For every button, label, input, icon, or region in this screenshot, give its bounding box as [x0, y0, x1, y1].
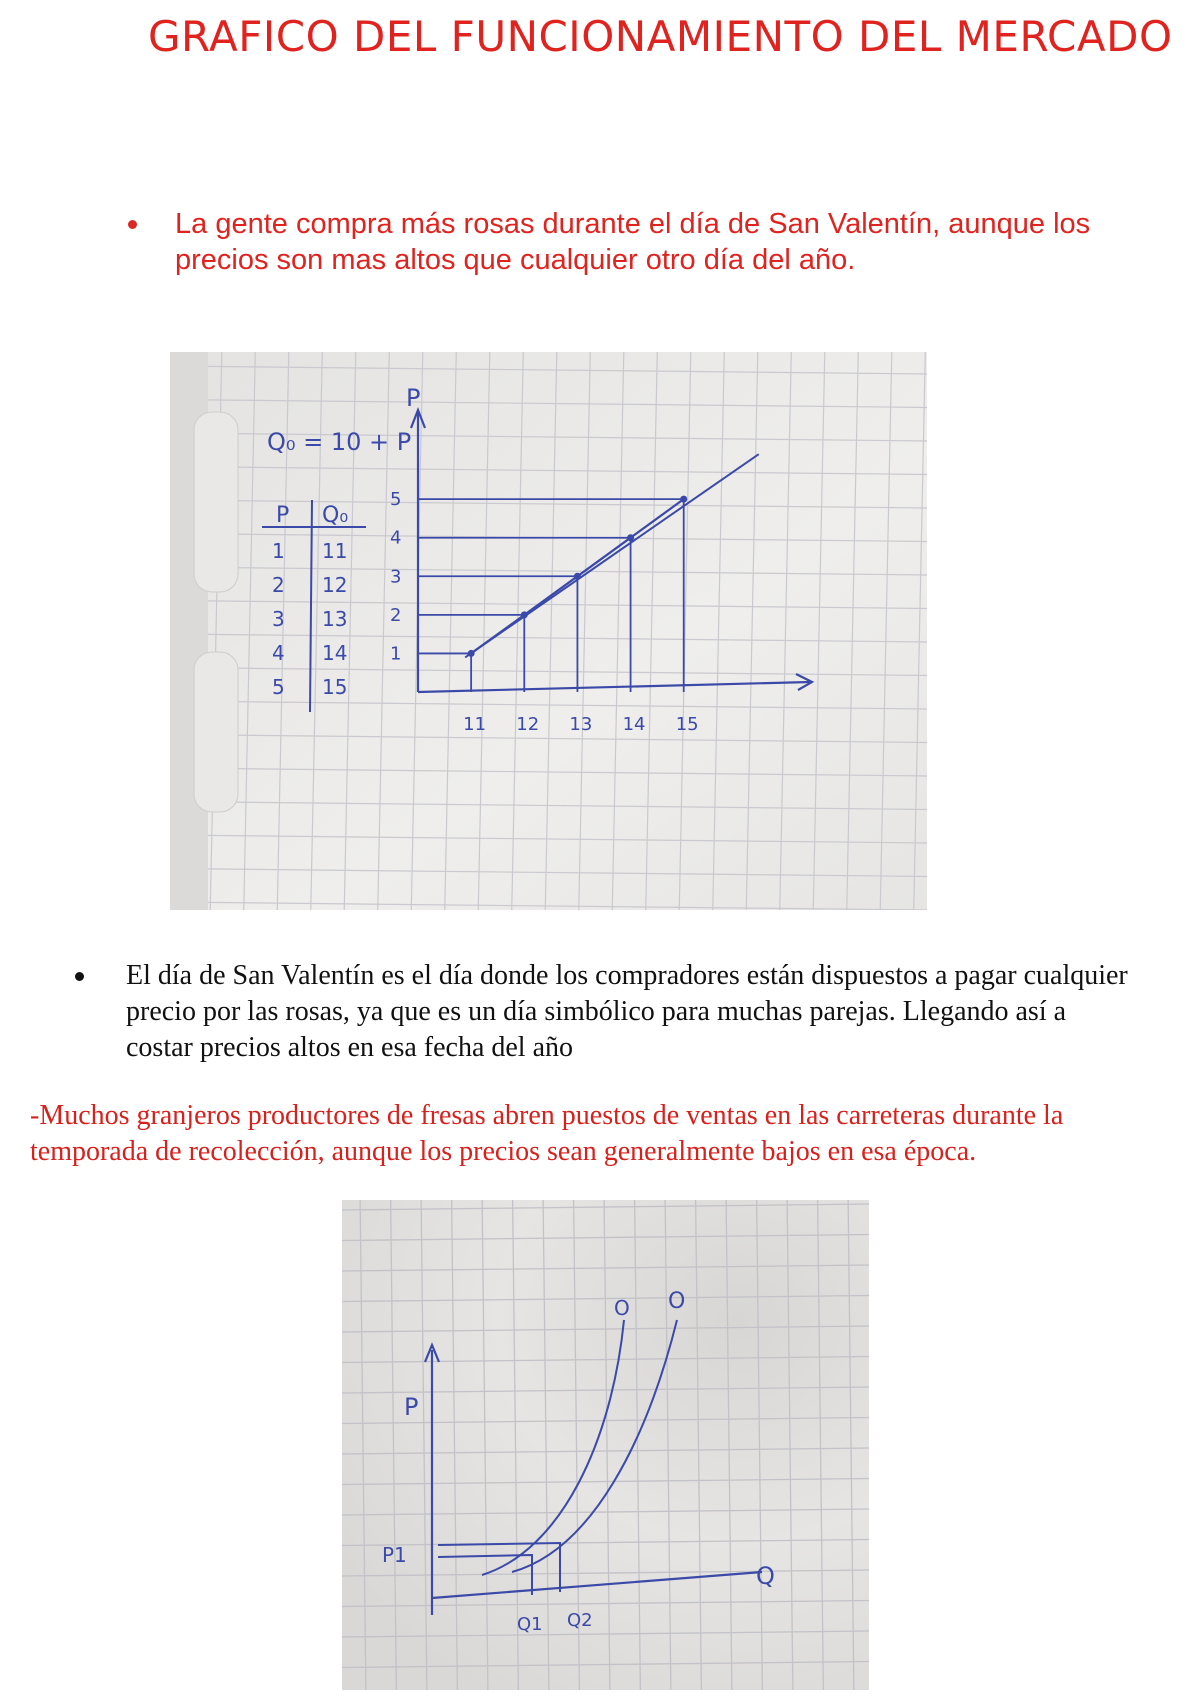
x-axis-label: Q	[756, 1562, 775, 1590]
bullet-item-roses	[128, 206, 1168, 278]
paragraph-strawberries: -Muchos granjeros productores de fresas abren puestos de ventas en las carreteras durante la temporada de recolección, aunque los precios sean generalmente bajos en esa época.	[30, 1100, 1064, 1167]
bullet-marker	[75, 972, 84, 981]
page-title: GRAFICO DEL FUNCIONAMIENTO DEL MERCADO	[148, 12, 1173, 61]
quantity-label-q1: Q1	[517, 1614, 543, 1635]
table-cell-p: 3	[272, 607, 285, 631]
table-header-q: Q₀	[322, 503, 349, 528]
bullet-item-valentine	[75, 958, 1135, 1066]
y-tick-label: 1	[390, 643, 402, 665]
x-tick-label: 11	[463, 714, 487, 735]
photo-strawberry-market-graph	[342, 1200, 869, 1690]
table-cell-q: 15	[322, 675, 348, 699]
y-axis-label: P	[404, 1393, 419, 1421]
y-tick-label: 5	[390, 489, 402, 511]
table-cell-q: 13	[322, 607, 348, 631]
y-tick-label: 3	[390, 566, 402, 588]
bullet-marker	[128, 220, 137, 229]
table-cell-p: 4	[272, 641, 285, 665]
y-axis-label: P	[406, 384, 421, 412]
hand-drawn-graph-2	[342, 1200, 869, 1690]
table-cell-q: 11	[322, 539, 348, 563]
binder-hole	[194, 652, 238, 812]
photo-rose-market-graph	[170, 352, 927, 910]
table-cell-q: 12	[322, 573, 348, 597]
price-label: P1	[382, 1543, 407, 1567]
bullet-text: El día de San Valentín es el día donde los compradores están dispuestos a pagar cualquier precio por las rosas, ya que es un día simbólico para muchas parejas. Llegando así a costar precios altos en esa fecha del año	[126, 960, 1128, 1063]
x-tick-label: 14	[622, 714, 646, 735]
binder-hole	[194, 412, 238, 592]
bullet-text: La gente compra más rosas durante el día de San Valentín, aunque los precios son mas altos que cualquier otro día del año.	[175, 208, 1091, 276]
table-cell-p: 5	[272, 675, 285, 699]
x-tick-label: 13	[569, 714, 593, 735]
curve-label-2: O	[668, 1289, 686, 1314]
y-tick-label: 2	[390, 604, 402, 626]
x-tick-label: 15	[675, 714, 699, 735]
curve-label-1: O	[614, 1296, 630, 1320]
equation-label: Q₀ = 10 + P	[267, 428, 412, 456]
table-cell-p: 2	[272, 573, 285, 597]
hand-drawn-graph-1	[170, 352, 927, 910]
x-tick-label: 12	[516, 714, 540, 735]
table-cell-p: 1	[272, 539, 285, 563]
table-cell-q: 14	[322, 641, 348, 665]
y-tick-label: 4	[390, 527, 402, 549]
table-header-p: P	[276, 503, 290, 528]
quantity-label-q2: Q2	[567, 1610, 593, 1631]
